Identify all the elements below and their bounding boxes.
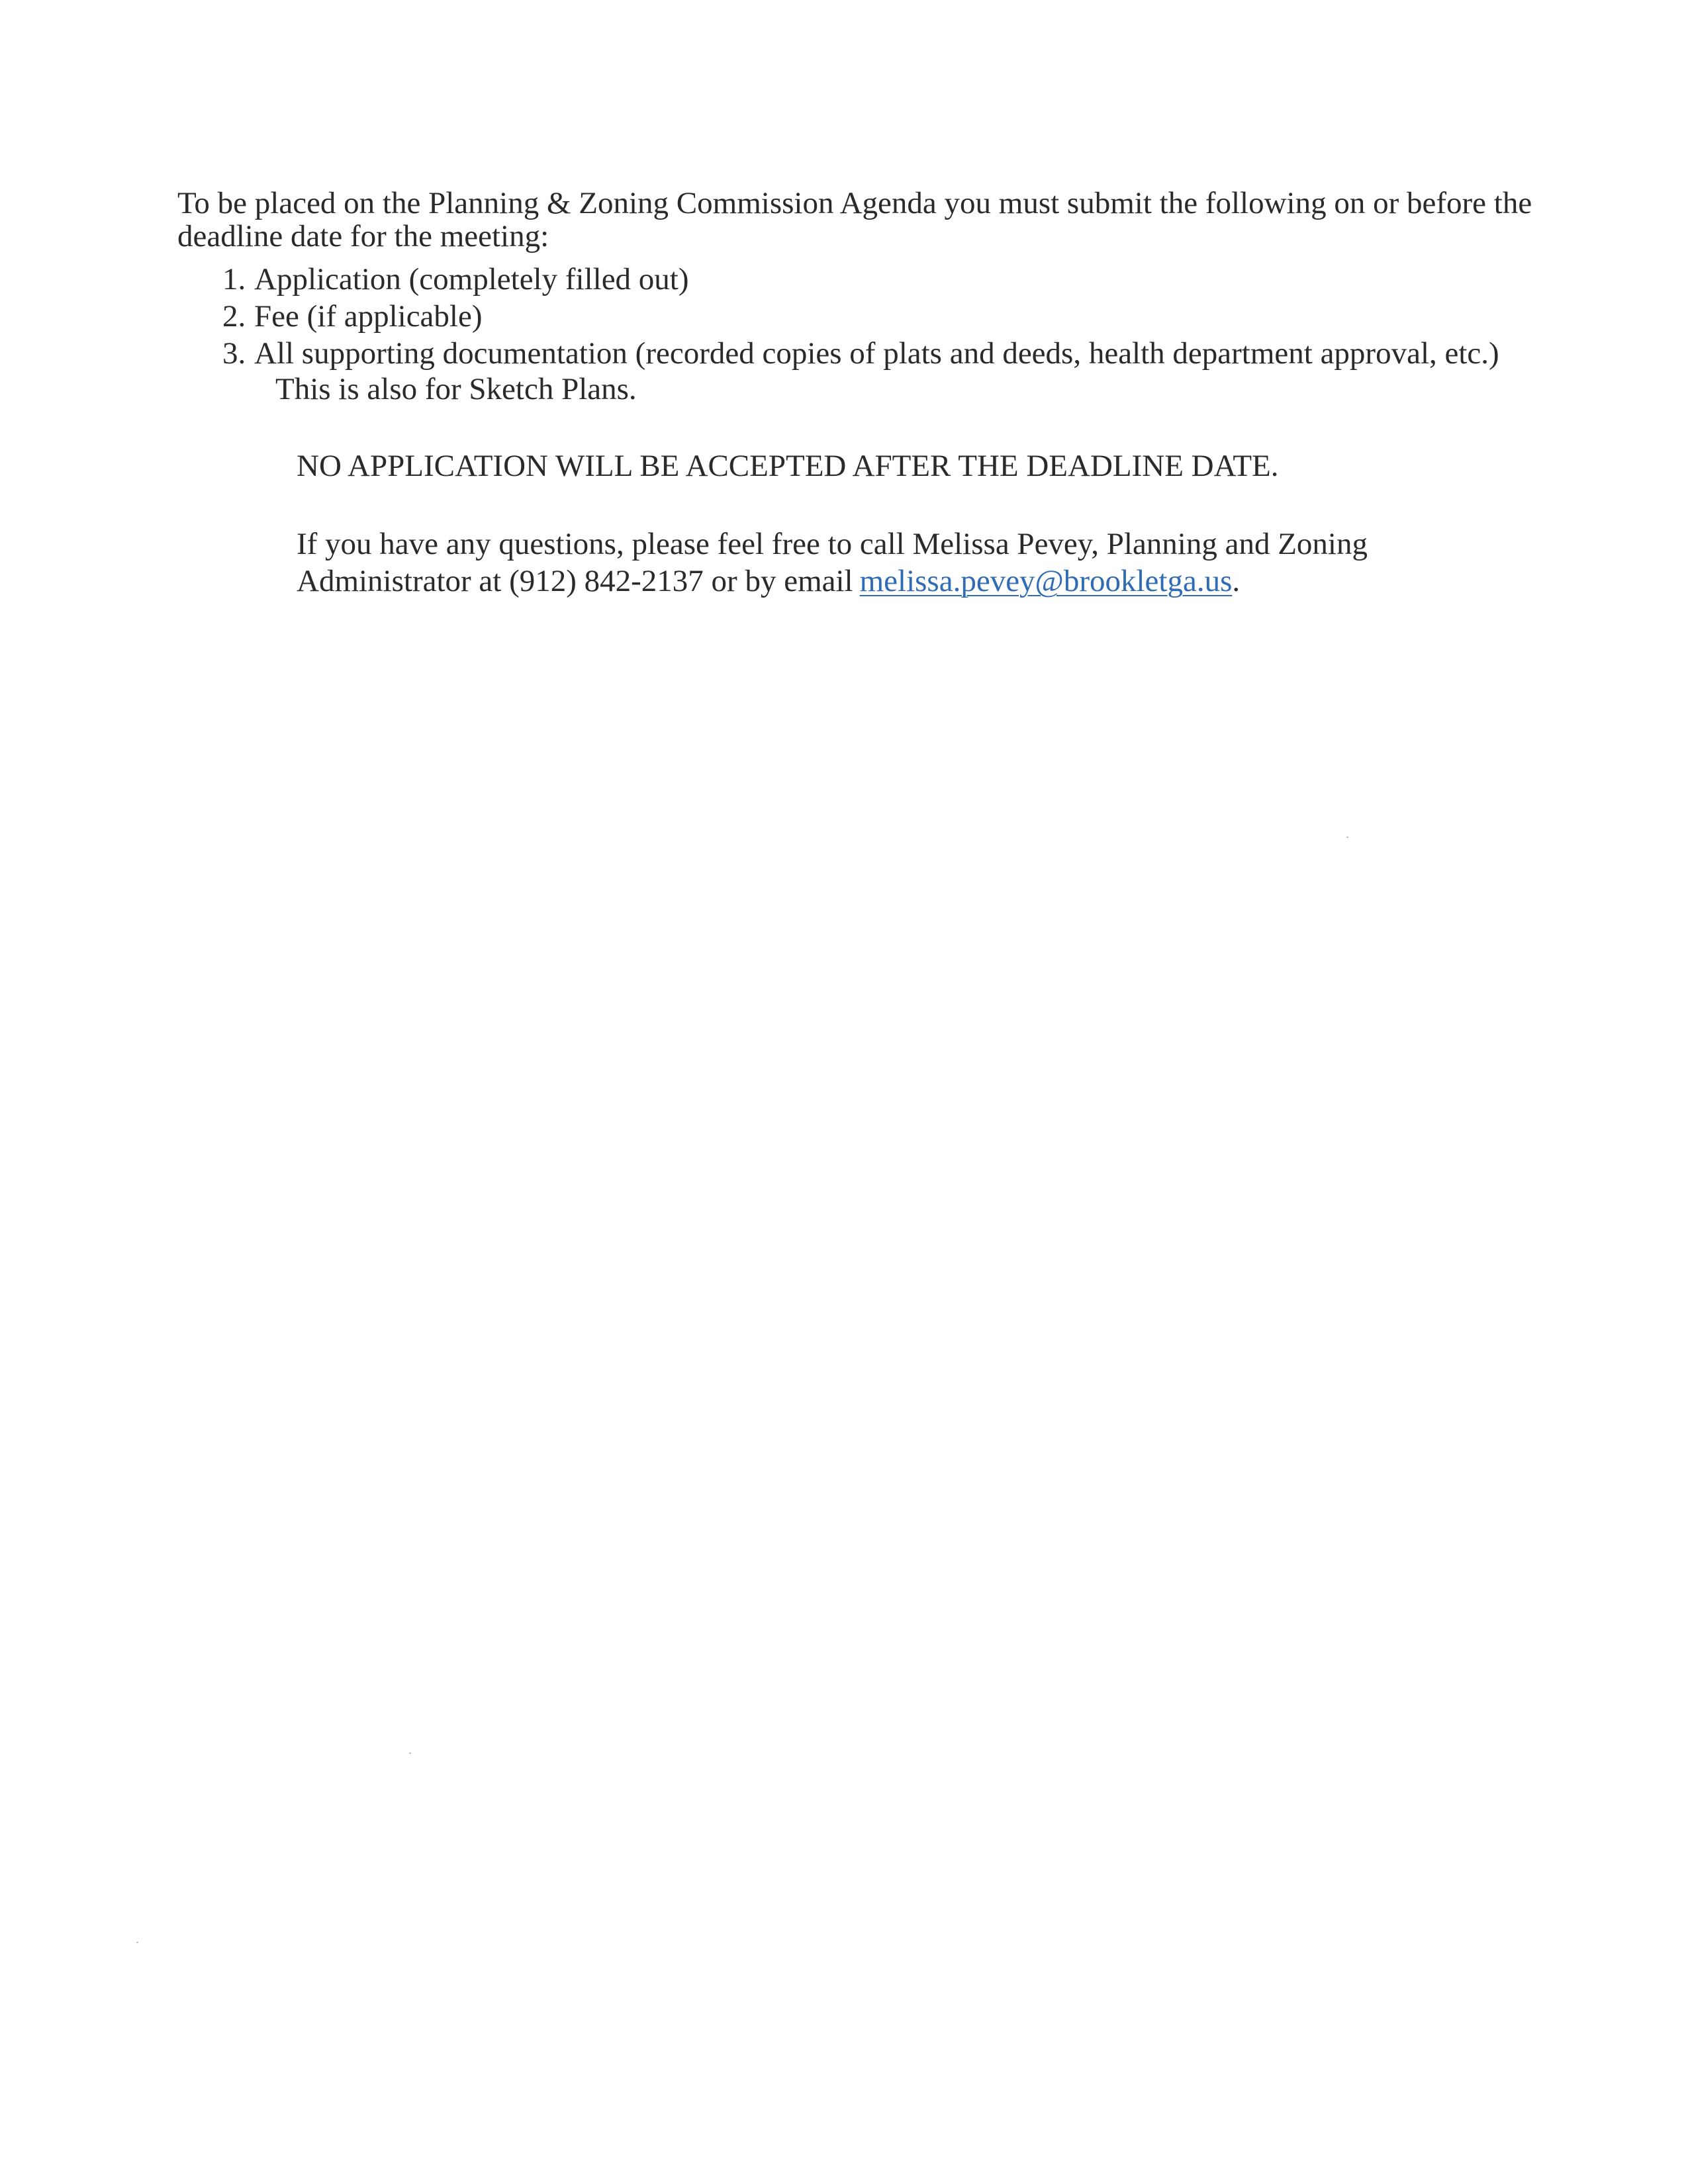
list-item-text: Fee (if applicable) (254, 299, 483, 334)
contact-line-end: . (1232, 564, 1241, 598)
list-item-text: All supporting documentation (recorded copies of plats and deeds, health department approval, etc.) (254, 336, 1499, 371)
list-item (222, 261, 1626, 298)
list-item-text: Application (completely filled out) (254, 262, 689, 296)
requirements-list (222, 261, 1626, 372)
list-item-number: 1. (222, 262, 246, 296)
contact-line-2 (297, 563, 1488, 600)
list-item (222, 298, 1626, 335)
deadline-notice: NO APPLICATION WILL BE ACCEPTED AFTER THE DEADLINE DATE. (297, 449, 1279, 483)
scan-speck (409, 1752, 411, 1754)
contact-line-1: If you have any questions, please feel free to call Melissa Pevey, Planning and Zoning (297, 527, 1368, 561)
email-link[interactable]: melissa.pevey@brookletga.us (859, 564, 1233, 598)
scan-speck (136, 1942, 138, 1943)
contact-line-2-text: Administrator at (912) 842-2137 or by email (297, 564, 853, 598)
scan-speck (1346, 837, 1348, 838)
sketch-plans-note: This is also for Sketch Plans. (275, 372, 637, 406)
intro-paragraph: To be placed on the Planning & Zoning Commission Agenda you must submit the following on or before the deadline date for the meeting: (177, 186, 1532, 253)
list-item (222, 335, 1626, 372)
contact-paragraph (297, 525, 1488, 600)
list-item-number: 2. (222, 299, 246, 334)
list-item-number: 3. (222, 336, 246, 371)
